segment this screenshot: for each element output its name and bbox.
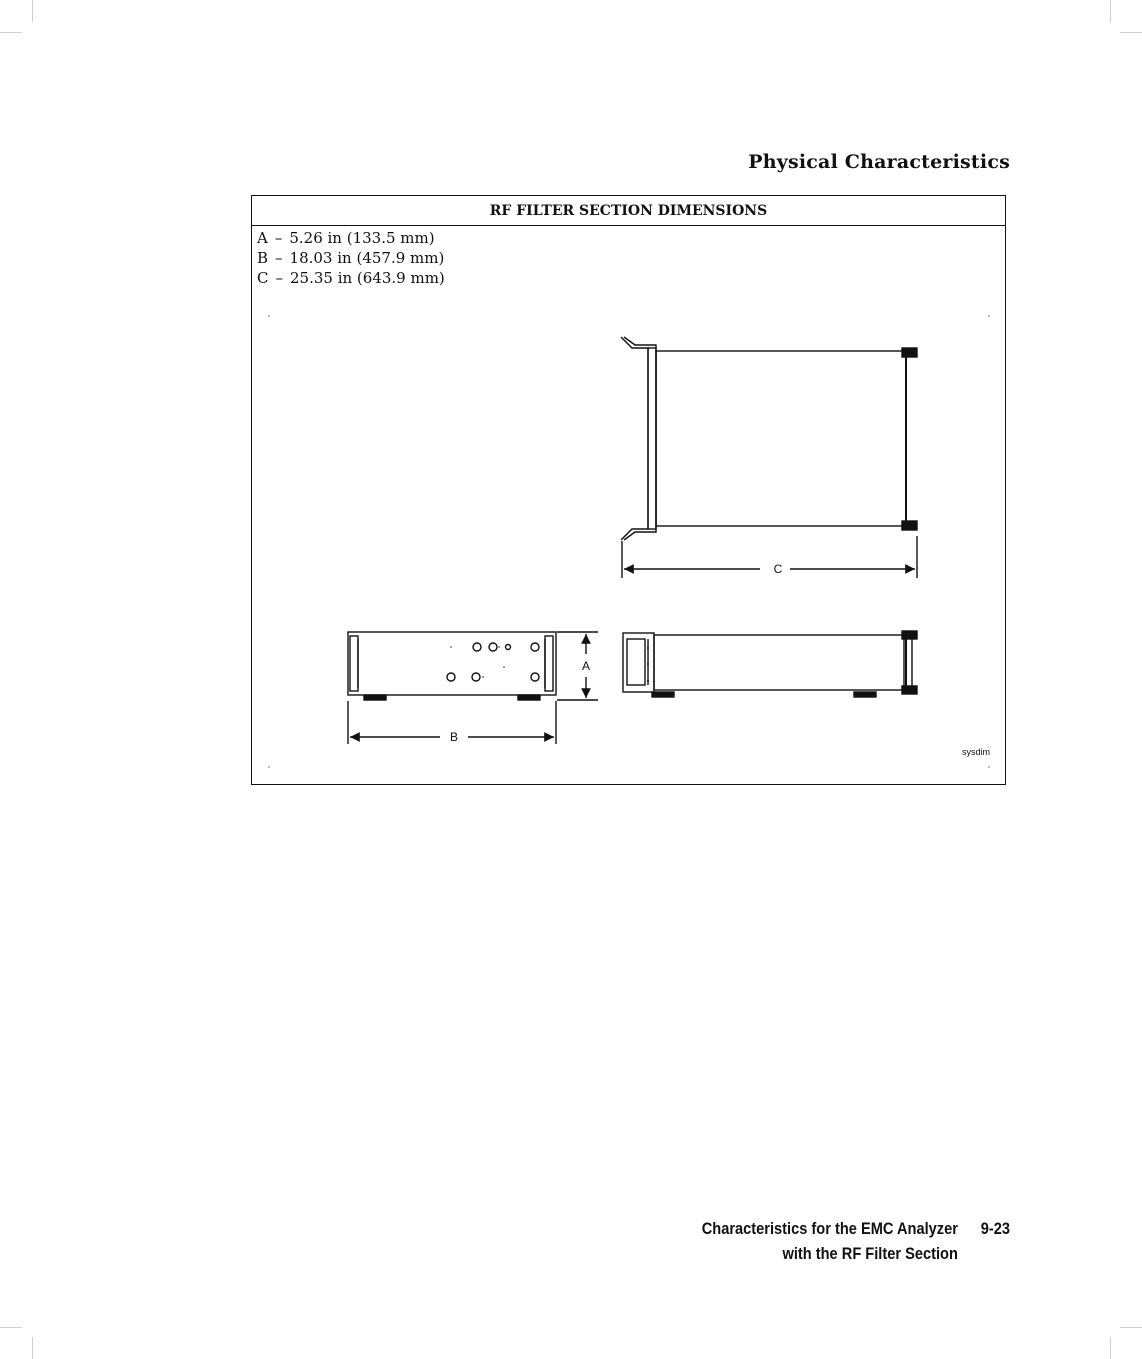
footer-line-1: Characteristics for the EMC Analyzer	[701, 1219, 958, 1238]
drawing-id: sysdim	[961, 747, 990, 757]
dimension-value: 18.03 in (457.9 mm)	[289, 249, 445, 267]
page-footer	[702, 1216, 958, 1266]
dimension-separator: –	[274, 229, 283, 247]
dimension-c-label: C	[773, 562, 783, 576]
crop-mark	[0, 1327, 22, 1328]
dimension-c-line	[622, 536, 917, 578]
front-view	[348, 632, 556, 700]
crop-mark	[32, 1337, 33, 1359]
dimension-a-label: A	[581, 659, 591, 673]
figure-caption: RF FILTER SECTION DIMENSIONS	[252, 196, 1005, 226]
dimension-label: A	[257, 229, 268, 247]
section-title: Physical Characteristics	[748, 151, 1010, 173]
crop-mark	[1110, 1337, 1111, 1359]
dimension-label: B	[257, 249, 269, 267]
crop-mark	[1120, 32, 1142, 33]
page-number: 9-23	[980, 1219, 1010, 1238]
side-view	[623, 631, 917, 697]
dimension-a-line	[557, 632, 598, 700]
dimension-separator: –	[275, 249, 283, 267]
crop-mark	[1120, 1327, 1142, 1328]
crop-mark	[1110, 0, 1111, 22]
dimension-value: 25.35 in (643.9 mm)	[289, 269, 445, 287]
dimension-b-label: B	[449, 730, 459, 744]
dimension-label: C	[257, 269, 269, 287]
footer-line-2: with the RF Filter Section	[782, 1244, 958, 1263]
technical-drawing	[252, 196, 1005, 784]
dimension-value: 5.26 in (133.5 mm)	[289, 229, 435, 247]
crop-mark	[0, 32, 22, 33]
top-view	[621, 337, 917, 540]
crop-mark	[32, 0, 33, 22]
dimensions-figure	[251, 195, 1006, 785]
dimension-separator: –	[275, 269, 283, 287]
